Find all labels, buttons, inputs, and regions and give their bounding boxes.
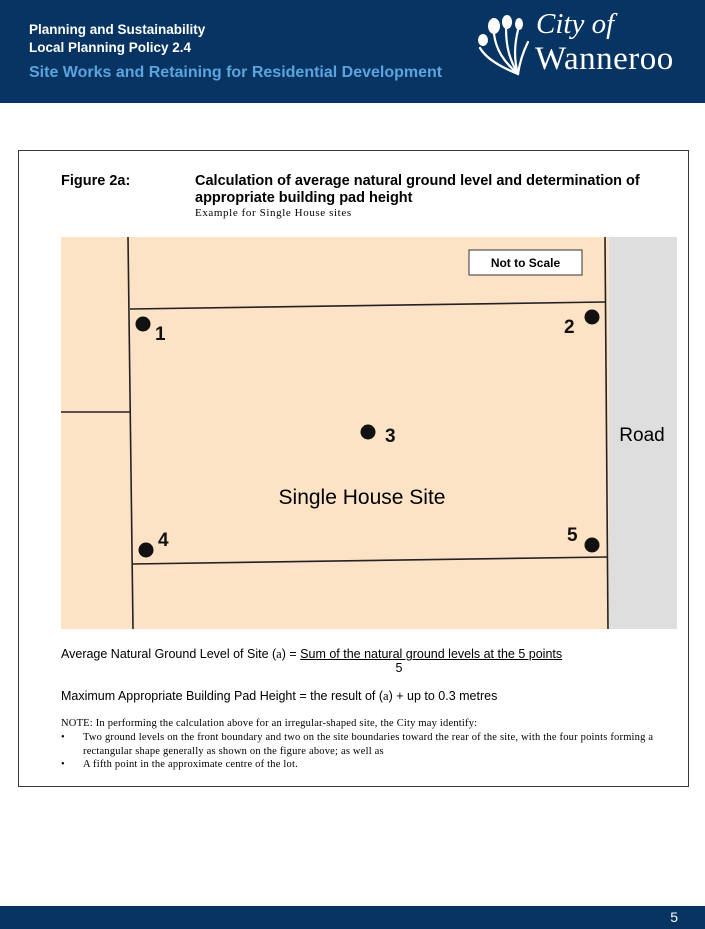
point-5-label: 5 <box>567 525 578 546</box>
bullet-icon: • <box>61 732 65 743</box>
formula-numerator: Sum of the natural ground levels at the 5 points <box>300 647 563 661</box>
average-formula <box>61 647 562 662</box>
list-item <box>61 731 676 758</box>
point-1-marker <box>136 317 151 332</box>
figure-subtitle: Example for Single House sites <box>195 207 352 219</box>
figure-label: Figure 2a: <box>61 173 131 189</box>
figure-title: Calculation of average natural ground level and determination of appropriate building pad height <box>195 173 640 206</box>
page-footer <box>0 906 705 929</box>
list-item <box>61 758 676 772</box>
road-label: Road <box>619 425 665 446</box>
page-number: 5 <box>670 909 678 925</box>
header-policy: Local Planning Policy 2.4 <box>29 40 192 55</box>
page-header <box>0 0 705 103</box>
header-document-title: Site Works and Retaining for Residential Development <box>29 64 443 81</box>
header-department: Planning and Sustainability <box>29 22 206 37</box>
point-2-label: 2 <box>564 317 575 338</box>
point-1-label: 1 <box>155 324 166 345</box>
formula-denominator: 5 <box>395 661 403 675</box>
formula-suffix: ) = <box>281 647 297 661</box>
note-bullet-list <box>61 731 676 772</box>
banksia-logo-icon <box>474 14 530 76</box>
lot-background <box>61 237 609 629</box>
max-pad-suffix: ) + up to 0.3 metres <box>388 689 498 703</box>
point-4-label: 4 <box>158 530 169 551</box>
formula-variable: a <box>276 647 282 661</box>
site-label: Single House Site <box>278 486 446 509</box>
not-to-scale-label: Not to Scale <box>490 256 561 270</box>
point-4-marker <box>139 543 154 558</box>
bullet-text: A fifth point in the approximate centre of the lot. <box>83 759 298 770</box>
point-2-marker <box>585 310 600 325</box>
bullet-icon: • <box>61 759 65 770</box>
logo-wanneroo-text: Wanneroo <box>535 41 674 77</box>
logo-city-text: City of <box>536 8 615 40</box>
bullet-text: Two ground levels on the front boundary and two on the site boundaries toward the rear of the site, with the four points forming a rectangular shape generally as shown on the figure above; as well as <box>83 732 654 757</box>
max-pad-variable: a <box>383 689 389 703</box>
note-intro: NOTE: In performing the calculation above for an irregular-shaped site, the City may identify: <box>61 718 478 729</box>
site-diagram <box>61 237 677 629</box>
max-pad-prefix: Maximum Appropriate Building Pad Height = the result of ( <box>61 689 384 703</box>
max-pad-height-formula <box>61 689 497 704</box>
point-5-marker <box>585 538 600 553</box>
point-3-marker <box>361 425 376 440</box>
point-3-label: 3 <box>385 426 396 447</box>
formula-prefix: Average Natural Ground Level of Site ( <box>61 647 277 661</box>
